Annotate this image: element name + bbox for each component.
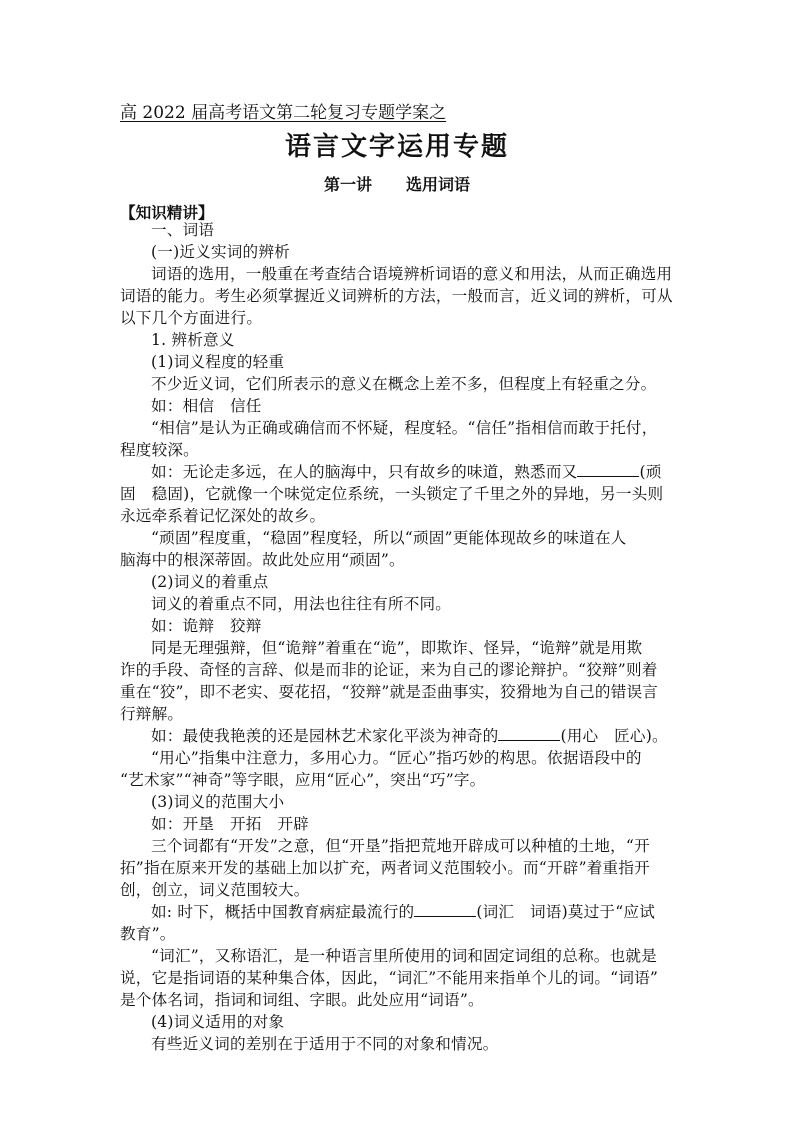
header-title: 高 2022 届高考语文第二轮复习专题学案之 (120, 103, 447, 123)
example-line: 如：相信 信任 (151, 397, 262, 415)
heading-words: 一、词语 (151, 221, 215, 239)
example-text: 如: 时下，概括中国教育病症最流行的 (151, 903, 415, 921)
paragraph-line: 是个体名词，指词和词组、字眼。此处应用“词语”。 (120, 991, 484, 1009)
lecture-name: 选用词语 (406, 175, 471, 194)
paragraph-line: 同是无理强辩，但“诡辩”着重在“诡”，即欺诈、怪异，“诡辩”就是用欺 (151, 639, 643, 657)
fill-blank (498, 725, 560, 741)
heading-scope: (3)词义的范围大小 (151, 793, 285, 811)
example-text: 如：无论走多远，在人的脑海中，只有故乡的味道，熟悉而又 (151, 463, 578, 481)
paragraph-line: 行辩解。 (120, 705, 184, 723)
paragraph-line: 固 稳固)，它就像一个味觉定位系统，一头锁定了千里之外的异地，另一头则 (120, 485, 664, 503)
example-options: (词汇 词语)莫过于“应试 (476, 903, 655, 921)
example-line (151, 461, 662, 483)
heading-object: (4)词义适用的对象 (151, 1013, 285, 1031)
lecture-number: 第一讲 (323, 175, 372, 194)
paragraph-line: 词语的选用，一般重在考查结合语境辨析词语的意义和用法，从而正确选用 (151, 265, 673, 283)
heading-focus: (2)词义的着重点 (151, 573, 269, 591)
example-line: 如：诡辩 狡辩 (151, 617, 262, 635)
fill-blank (414, 901, 476, 917)
paragraph-line: 创，创立，词义范围较大。 (120, 881, 310, 899)
paragraph-line: “相信”是认为正确或确信而不怀疑，程度轻。“信任”指相信而敢于托付， (151, 419, 658, 437)
paragraph-line: 诈的手段、奇怪的言辞、似是而非的论证，来为自己的谬论辩护。“狡辩”则着 (120, 661, 658, 679)
example-options: (用心 匠心)。 (560, 727, 668, 745)
paragraph-line: 程度较深。 (120, 441, 199, 459)
paragraph-line: 不少近义词，它们所表示的意义在概念上差不多，但程度上有轻重之分。 (151, 375, 657, 393)
example-line: 如：开垦 开拓 开辟 (151, 815, 309, 833)
heading-synonyms: (一)近义实词的辨析 (151, 243, 290, 261)
paragraph-line: 重在“狡”，即不老实、耍花招，“狡辩”就是歪曲事实，狡猾地为自己的错误言 (120, 683, 659, 701)
heading-degree: (1)词义程度的轻重 (151, 353, 285, 371)
paragraph-line: 脑海中的根深蒂固。故此处应用“顽固”。 (120, 551, 405, 569)
paragraph-line: 以下几个方面进行。 (120, 309, 263, 327)
main-title: 语言文字运用专题 (284, 132, 509, 162)
paragraph-line: 词义的着重点不同，用法也往往有所不同。 (151, 595, 452, 613)
paragraph-line: 说，它是指词语的某种集合体，因此，“词汇”不能用来指单个儿的词。“词语” (120, 969, 659, 987)
fill-blank (577, 461, 639, 477)
paragraph-line: 拓”指在原来开发的基础上加以扩充，两者词义范围较小。而“开辟”着重指开 (120, 859, 650, 877)
example-line (151, 725, 668, 747)
heading-meaning: 1. 辨析意义 (151, 331, 235, 349)
paragraph-line: 永远牵系着记忆深处的故乡。 (120, 507, 326, 525)
example-line (151, 901, 655, 923)
paragraph-line: 教育”。 (120, 925, 176, 943)
paragraph-line: “艺术家”“神奇”等字眼，应用“匠心”，突出“巧”字。 (120, 771, 486, 789)
paragraph-line: 有些近义词的差别在于适用于不同的对象和情况。 (151, 1035, 499, 1053)
section-tag: 【知识精讲】 (120, 203, 214, 222)
paragraph-line: “词汇”，又称语汇，是一种语言里所使用的词和固定词组的总称。也就是 (151, 947, 657, 965)
paragraph-line: “用心”指集中注意力，多用心力。“匠心”指巧妙的构思。依据语段中的 (151, 749, 642, 767)
paragraph-line: 三个词都有“开发”之意，但“开垦”指把荒地开辟成可以种植的土地，“开 (151, 837, 650, 855)
lecture-title (0, 172, 794, 195)
paragraph-line: 词语的能力。考生必须掌握近义词辨析的方法，一般而言，近义词的辨析，可从 (120, 287, 673, 305)
paragraph-line: “顽固”程度重，“稳固”程度轻，所以“顽固”更能体现故乡的味道在人 (151, 529, 627, 547)
example-text: 如：最使我艳羡的还是园林艺术家化平淡为神奇的 (151, 727, 499, 745)
example-options: (顽 (639, 463, 662, 481)
